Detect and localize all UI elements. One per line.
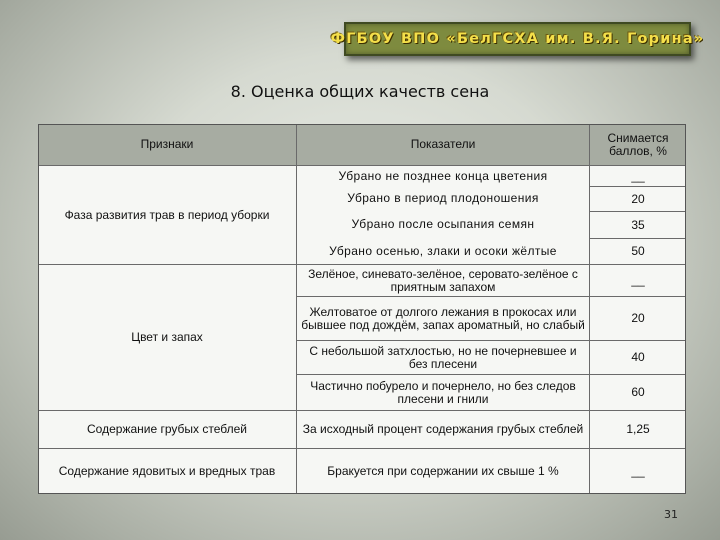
table-cell-score: 40 [589,340,686,374]
header-score: Снимается баллов, % [589,124,686,165]
institution-name: ФГБОУ ВПО «БелГСХА им. В.Я. Горина» [330,31,705,47]
table-row-sign: Содержание ядовитых и вредных трав [38,448,296,494]
table-cell-score: __ [589,448,686,494]
hay-quality-table [38,124,686,494]
table-cell-indicator: Бракуется при содержании их свыше 1 % [296,448,589,494]
table-cell-score: 1,25 [589,410,686,448]
table-row-sign: Цвет и запах [38,264,296,410]
table-cell-score: 20 [589,296,686,340]
table-cell-indicator: Убрано не позднее конца цветения [296,165,589,186]
table-cell-score: 50 [589,238,686,264]
table-cell-score: __ [589,165,686,186]
header-indicators: Показатели [296,124,589,165]
institution-banner [330,22,705,56]
table-cell-indicator: Убрано после осыпания семян [296,211,589,238]
header-signs: Признаки [38,124,296,165]
table-cell-indicator: Частично побурело и почернело, но без следов плесени и гнили [296,374,589,410]
slide-title: 8. Оценка общих качеств сена [230,82,490,101]
table-cell-indicator: Убрано в период плодоношения [296,186,589,211]
table-cell-indicator: Желтоватое от долгого лежания в прокосах или бывшее под дождём, запах ароматный, но слабый [296,296,589,340]
table-cell-indicator: За исходный процент содержания грубых стеблей [296,410,589,448]
table-row-sign: Фаза развития трав в период уборки [38,165,296,264]
table-cell-indicator: Зелёное, синевато-зелёное, серовато-зелёное с приятным запахом [296,264,589,296]
table-cell-score: 60 [589,374,686,410]
table-cell-score: 35 [589,211,686,238]
table-cell-indicator: Убрано осенью, злаки и осоки жёлтые [296,238,589,264]
page-number: 31 [664,508,678,521]
table-cell-score: __ [589,264,686,296]
table-cell-indicator: С небольшой затхлостью, но не почерневшее и без плесени [296,340,589,374]
table-cell-score: 20 [589,186,686,211]
table-row-sign: Содержание грубых стеблей [38,410,296,448]
